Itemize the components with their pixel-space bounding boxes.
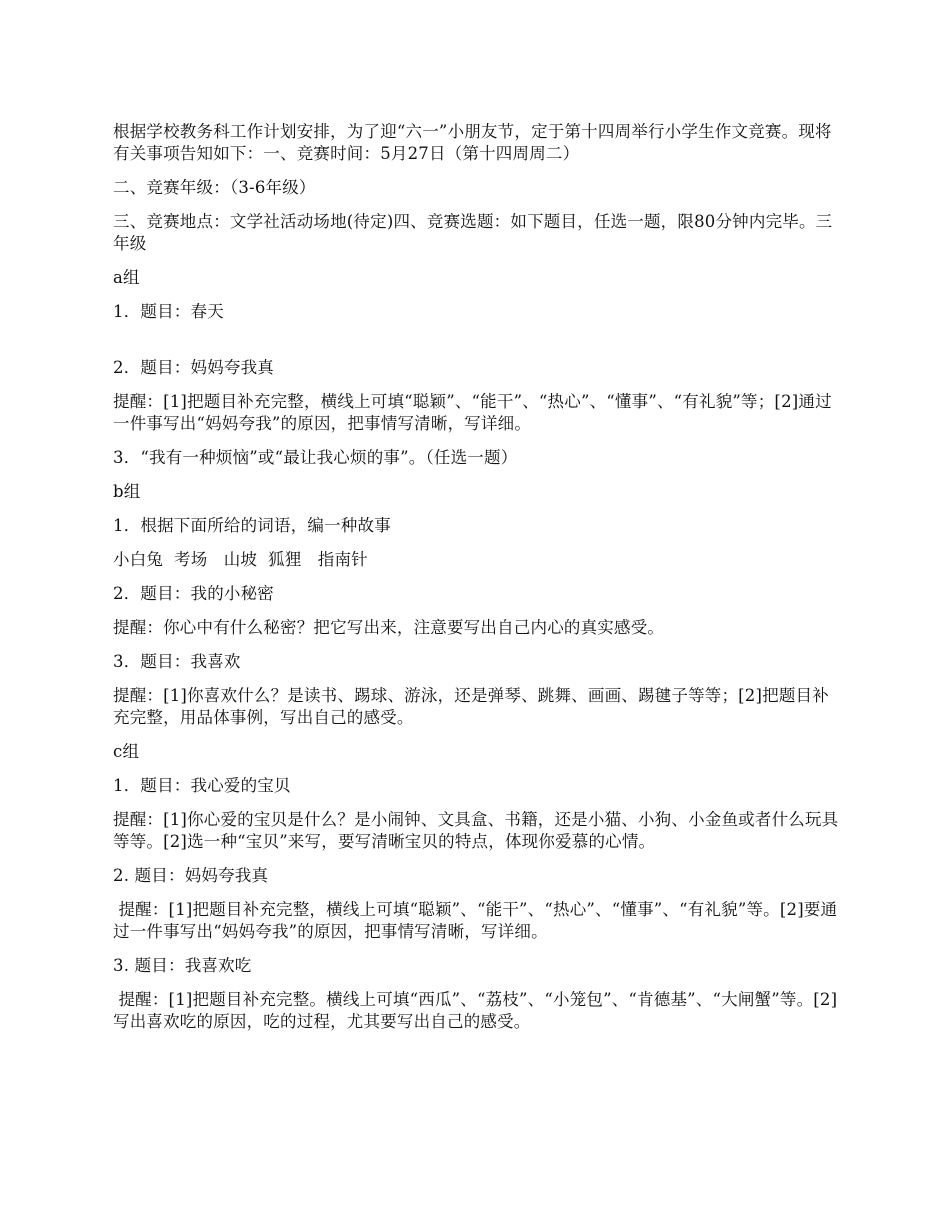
group-c-topic-3-hint: 提醒：[1]把题目补充完整。横线上可填“西瓜”、“荔枝”、“小笼包”、“肯德基”、“大闸蟹”等。[2]写出喜欢吃的原因，吃的过程，尤其要写出自己的感受。 [113,990,838,1031]
group-c-topic-3: 3. 题目：我喜欢吃 [113,956,252,975]
group-c-heading: c组 [113,742,140,761]
group-a-topic-2-hint: 提醒：[1]把题目补充完整，横线上可填“聪颖”、“能干”、“热心”、“懂事”、“有礼貌”等；[2]通过一件事写出“妈妈夸我”的原因，把事情写清晰，写详细。 [113,392,832,433]
grade-line: 二、竞赛年级：（3-6年级） [113,178,316,197]
group-b-heading: b组 [113,482,141,501]
document-body [113,121,839,1045]
group-b-topic-3: 3．题目：我喜欢 [113,652,241,671]
group-b-topic-1: 1．根据下面所给的词语，编一种故事 [113,516,391,535]
group-a-topic-2: 2．题目：妈妈夸我真 [113,358,274,377]
group-a-topic-1: 1．题目：春天 [113,302,224,321]
group-c-topic-2-hint: 提醒：[1]把题目补充完整，横线上可填“聪颖”、“能干”、“热心”、“懂事”、“有礼貌”等。[2]要通过一件事写出“妈妈夸我”的原因，把事情写清晰，写详细。 [113,900,838,941]
group-b-topic-2: 2．题目：我的小秘密 [113,584,274,603]
group-c-topic-1: 1．题目：我心爱的宝贝 [113,776,291,795]
group-b-topic-2-hint: 提醒：你心中有什么秘密？把它写出来，注意要写出自己内心的真实感受。 [113,618,665,637]
group-b-word-list: 小白兔 考场 山坡 狐狸 指南针 [113,550,368,569]
intro-paragraph: 根据学校教务科工作计划安排，为了迎“六一”小朋友节，定于第十四周举行小学生作文竞赛。现将有关事项告知如下：一、竞赛时间：5月27日（第十四周周二） [113,122,832,163]
group-a-heading: a组 [113,268,140,287]
group-c-topic-2: 2. 题目：妈妈夸我真 [113,866,269,885]
group-a-topic-3: 3．“我有一种烦恼”或“最让我心烦的事”。（任选一题） [113,448,518,467]
group-b-topic-3-hint: 提醒：[1]你喜欢什么？是读书、踢球、游泳，还是弹琴、跳舞、画画、踢毽子等等；[2]把题目补充完整，用品体事例，写出自己的感受。 [113,686,829,727]
location-topic-line: 三、竞赛地点：文学社活动场地(待定)四、竞赛选题：如下题目，任选一题，限80分钟内完毕。三年级 [113,212,833,253]
group-c-topic-1-hint: 提醒：[1]你心爱的宝贝是什么？是小闹钟、文具盒、书籍，还是小猫、小狗、小金鱼或者什么玩具等等。[2]选一种“宝贝”来写，要写清晰宝贝的特点，体现你爱慕的心情。 [113,810,839,851]
